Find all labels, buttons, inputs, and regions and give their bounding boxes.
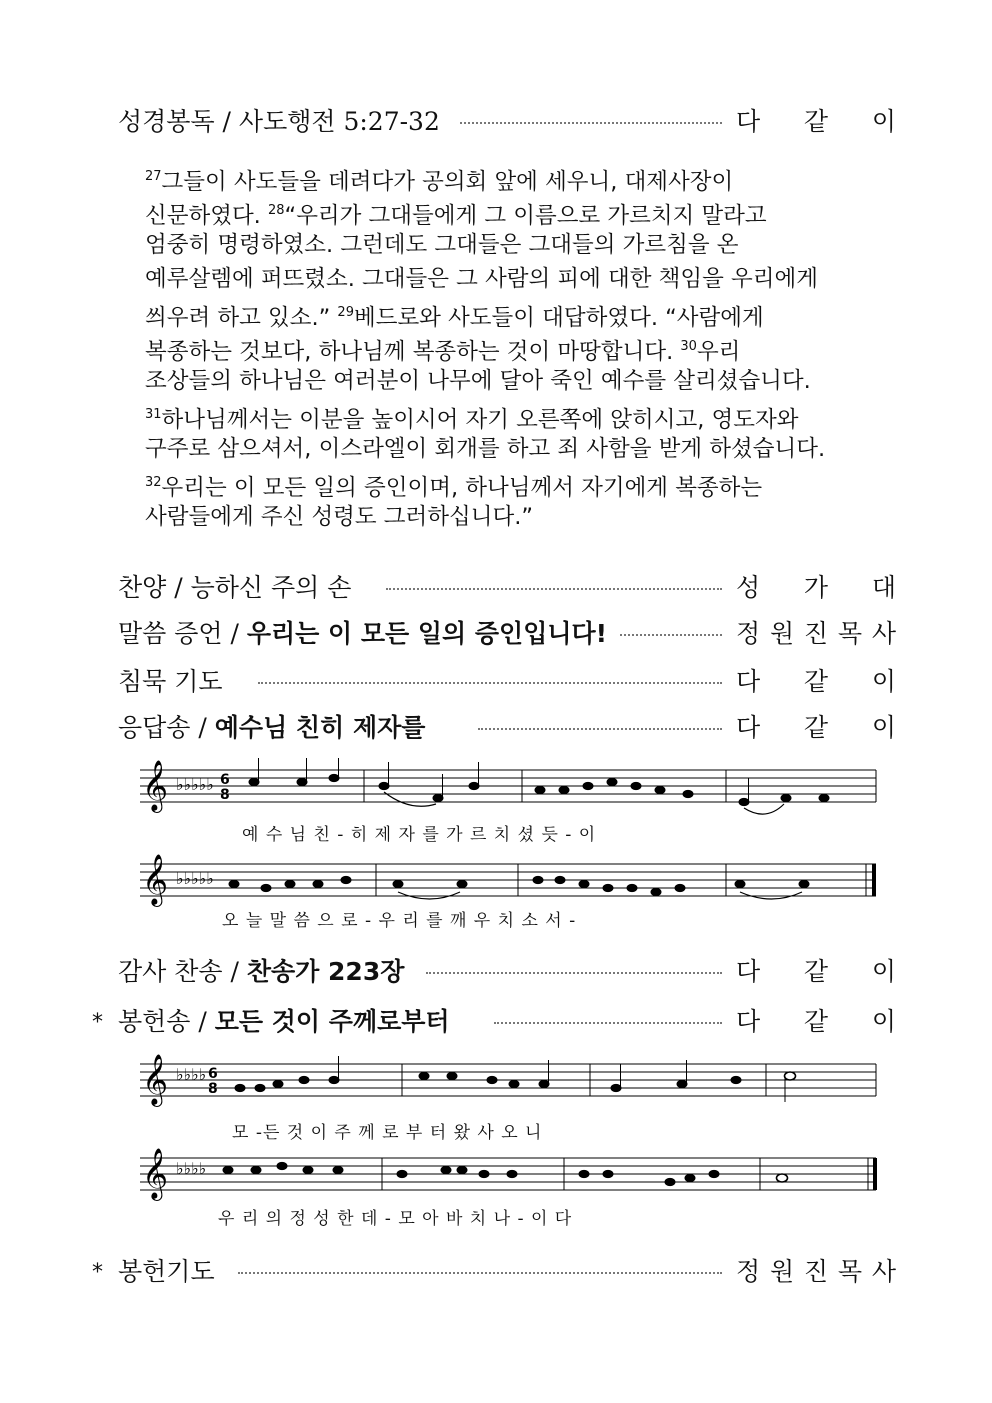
verse-text: 구주로 삼으셔서, 이스라엘이 회개를 하고 죄 사함을 받게 하셨습니다. [145,436,826,462]
scripture-line [145,330,885,364]
leader-dots [478,728,722,730]
notes-line-2 [229,876,809,895]
key-signature-flats: ♭♭♭♭♭ [176,775,214,794]
order-item-label: 찬양 / 능하신 주의 손 [118,573,352,602]
verse-text: 복종하는 것보다, 하나님께 복종하는 것이 마땅합니다. [145,339,681,365]
label-prefix: 응답송 / [118,713,215,742]
leader-char: 목 [837,1257,863,1286]
scripture-line [145,160,885,194]
leader-char: 성 [736,573,761,602]
leader-char: 같 [803,1007,829,1036]
scripture-line [145,296,885,330]
order-item-leader [736,102,896,138]
order-item-leader [736,1252,896,1288]
scripture-line [145,262,885,296]
order-item-response [0,702,992,746]
verse-text: 하나님께서는 이분을 높이시어 자기 오른쪽에 앉히시고, 영도자와 [161,407,799,433]
order-item-leader [736,1002,896,1038]
leader-char: 같 [803,713,829,742]
verse-text: 엄중히 명령하였소. 그런데도 그대들은 그대들의 가르침을 온 [145,232,739,258]
leader-char: 다 [736,667,761,696]
leader-char: 사 [871,1257,896,1286]
order-item-offertory-prayer [0,1246,992,1290]
order-item-leader [736,568,896,604]
order-item-label [118,1002,450,1038]
order-item-label: 봉헌기도 [118,1257,215,1286]
verse-number: 29 [337,305,354,320]
verse-number: 32 [145,475,162,490]
standing-mark-icon: * [92,1260,103,1285]
verse-text: 우리 [696,339,741,365]
label-prefix: 말씀 증언 / [118,619,247,648]
leader-char: 정 [736,1257,761,1286]
time-sig-top: 6 [220,772,230,788]
order-item-sermon [0,608,992,652]
verse-number: 31 [145,407,162,422]
offertory-lyrics-line-1: 모 -든 것 이 주 께 로 부 터 왔 사 오 니 [232,1123,543,1143]
scripture-passage [145,160,885,534]
verse-number: 28 [267,203,285,218]
scripture-line [145,364,885,398]
scripture-line [145,500,885,534]
scripture-line [145,194,885,228]
order-item-leader [736,662,896,698]
verse-text: 예루살렘에 퍼뜨렸소. 그대들은 그 사람의 피에 대한 책임을 우리에게 [145,266,818,292]
leader-dots [494,1022,722,1024]
verse-text: 우리는 이 모든 일의 증인이며, 하나님께서 자기에게 복종하는 [161,475,763,501]
scripture-line [145,228,885,262]
label-prefix: 봉헌송 / [118,1007,215,1036]
leader-dots [386,588,722,590]
leader-char: 정 [736,619,761,648]
leader-char: 사 [871,619,896,648]
scripture-line [145,398,885,432]
leader-dots [258,682,722,684]
order-item-silent-prayer [0,656,992,700]
leader-dots [620,634,722,636]
leader-char: 가 [803,573,829,602]
leader-char: 진 [803,1257,829,1286]
key-signature-flats: ♭♭♭♭ [176,1159,207,1178]
leader-char: 다 [736,957,761,986]
leader-char: 진 [803,619,829,648]
leader-dots [426,972,722,974]
verse-text: 신문하였다. [145,203,268,229]
verse-text: 사람들에게 주신 성령도 그러하십니다.” [145,504,534,530]
leader-char: 다 [736,1007,761,1036]
order-item-label [118,614,607,650]
leader-char: 다 [736,713,761,742]
response-lyrics-line-1: 예 수 님 친 - 히 제 자 를 가 르 치 셨 듯 - 이 [242,825,597,845]
verse-text: 씌우려 하고 있소.” [145,305,338,331]
treble-clef-icon: 𝄞 [142,760,169,811]
leader-char: 같 [803,667,829,696]
order-item-offertory-song [0,996,992,1040]
order-item-label [118,708,425,744]
offertory-title: 모든 것이 주께로부터 [214,1007,450,1036]
offertory-lyrics-line-2: 우 리 의 정 성 한 데 - 모 아 바 치 나 - 이 다 [218,1209,573,1229]
leader-dots [460,122,722,124]
verse-text: “우리가 그대들에게 그 이름으로 가르치지 말라고 [284,203,767,229]
response-lyrics-line-2: 오 늘 말 씀 으 로 - 우 리 를 깨 우 치 소 서 - [222,911,577,931]
order-item-label: 성경봉독 / 사도행전 5:27-32 [118,107,440,136]
verse-number: 30 [680,339,697,354]
order-item-label: 침묵 기도 [118,667,223,696]
treble-clef-icon: 𝄞 [142,1054,169,1105]
leader-char: 이 [871,107,896,136]
leader-dots [238,1272,722,1274]
time-sig-bottom: 8 [208,1081,218,1097]
order-item-label [118,952,404,988]
treble-clef-icon: 𝄞 [142,854,169,905]
label-prefix: 감사 찬송 / [118,957,247,986]
hymn-title: 찬송가 223장 [246,957,405,986]
notes-line-1 [249,758,829,806]
time-sig-bottom: 8 [220,787,230,803]
leader-char: 목 [837,619,863,648]
order-item-choir-anthem [0,562,992,606]
leader-char: 대 [871,573,896,602]
order-item-leader [736,708,896,744]
leader-char: 다 [736,107,761,136]
order-item-leader [736,614,896,650]
verse-number: 27 [145,169,162,184]
verse-text: 조상들의 하나님은 여러분이 나무에 달아 죽인 예수를 살리셨습니다. [145,368,811,394]
order-item-thanksgiving-hymn [0,946,992,990]
time-sig-top: 6 [208,1066,218,1082]
order-item-scripture-reading [0,96,992,140]
treble-clef-icon: 𝄞 [142,1148,169,1199]
scripture-line [145,466,885,500]
verse-text: 그들이 사도들을 데려다가 공의회 앞에 세우니, 대제사장이 [161,169,734,195]
notes-line-3 [235,1056,796,1102]
leader-char: 원 [769,1257,795,1286]
leader-char: 이 [871,1007,896,1036]
scripture-line [145,432,885,466]
key-signature-flats: ♭♭♭♭ [176,1065,207,1084]
leader-char: 같 [803,957,829,986]
standing-mark-icon: * [92,1010,103,1035]
order-item-leader [736,952,896,988]
leader-char: 같 [803,107,829,136]
leader-char: 원 [769,619,795,648]
verse-text: 베드로와 사도들이 대답하였다. “사람에게 [353,305,764,331]
leader-char: 이 [871,957,896,986]
leader-char: 이 [871,713,896,742]
key-signature-flats: ♭♭♭♭♭ [176,869,214,888]
leader-char: 이 [871,667,896,696]
response-title: 예수님 친히 제자를 [214,713,426,742]
sermon-title: 우리는 이 모든 일의 증인입니다! [246,619,608,648]
